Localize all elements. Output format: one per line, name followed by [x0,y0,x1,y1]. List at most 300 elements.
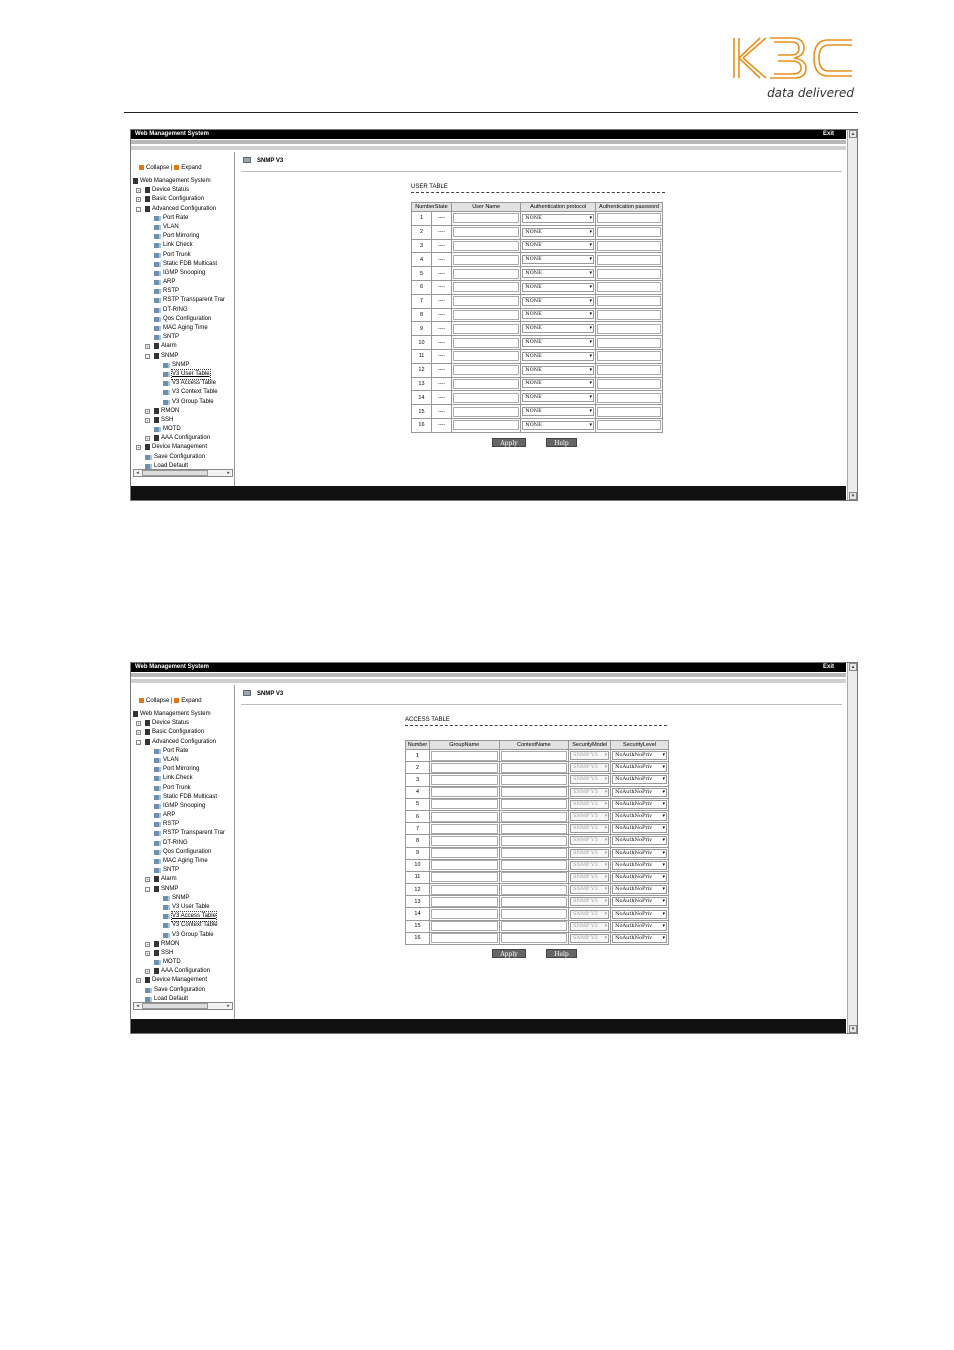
auth-password-input[interactable] [597,241,661,251]
page-icon [154,767,161,772]
auth-protocol-select[interactable] [522,366,594,375]
page-icon [163,381,170,386]
table-row [406,932,669,944]
auth-protocol-value: NONE [525,408,542,415]
scroll-thumb[interactable] [142,470,208,476]
app-titlebar [131,130,846,139]
contextname-input[interactable] [501,812,568,822]
security-model-value: SNMP V3 [573,934,598,941]
screenshot-access-table [130,662,858,1034]
username-input[interactable] [453,269,519,279]
sidebar-item-label: SNTP [163,867,180,874]
security-model-select[interactable] [570,934,609,943]
scroll-thumb[interactable] [142,1003,208,1009]
auth-password-cell [596,322,663,336]
expand-node-icon[interactable]: + [146,877,149,883]
username-input[interactable] [453,351,519,361]
security-level-cell [611,786,669,798]
row-number: 6 [412,280,432,294]
page-icon [154,234,161,239]
auth-protocol-select[interactable] [522,379,594,388]
security-model-select[interactable] [570,861,609,870]
contextname-cell [499,786,569,798]
username-input[interactable] [453,241,519,251]
row-number: 6 [406,810,430,822]
scroll-right-icon[interactable]: ▸ [227,470,230,476]
auth-protocol-cell [521,391,596,405]
security-level-select[interactable] [612,788,667,797]
chevron-down-icon: ▾ [604,934,608,941]
contextname-input[interactable] [501,921,568,931]
security-level-value: NoAuthNoPriv [615,800,653,807]
header-divider [124,112,858,113]
scroll-up-icon[interactable]: ▴ [849,130,857,138]
username-input[interactable] [453,379,519,389]
security-level-cell [611,835,669,847]
content-pane [237,152,846,487]
row-state: ---- [431,391,451,405]
sidebar-item-label: SSH [161,416,174,423]
contextname-input[interactable] [501,933,568,943]
table-row [406,823,669,835]
kbc-logo-mark [730,34,856,84]
page-icon [154,335,161,340]
contextname-input[interactable] [501,836,568,846]
row-state: ---- [431,308,451,322]
chevron-down-icon: ▾ [604,800,608,807]
apply-button[interactable]: Apply [492,438,526,447]
auth-password-cell [596,349,663,363]
access-table [405,740,669,945]
security-model-select[interactable] [570,922,609,931]
groupname-input[interactable] [431,885,498,895]
auth-protocol-select[interactable] [522,310,594,319]
window-vertical-scrollbar[interactable] [847,663,857,1033]
page-header [243,157,283,164]
expand-node-icon[interactable]: + [146,941,149,947]
username-input[interactable] [453,310,519,320]
security-model-cell [569,786,611,798]
groupname-input[interactable] [431,812,498,822]
groupname-input[interactable] [431,897,498,907]
security-level-select[interactable] [612,873,667,882]
chevron-down-icon: ▾ [589,311,593,318]
security-model-value: SNMP V3 [573,813,598,820]
contextname-input[interactable] [501,860,568,870]
page-title: SNMP V3 [257,158,284,164]
security-model-cell [569,750,611,762]
table-row [406,920,669,932]
auth-password-cell [596,336,663,350]
auth-protocol-select[interactable] [522,228,594,237]
expand-node-icon[interactable]: + [137,978,140,984]
groupname-input[interactable] [431,787,498,797]
username-cell [451,377,520,391]
security-level-select[interactable] [612,885,667,894]
contextname-input[interactable] [501,848,568,858]
auth-protocol-select[interactable] [522,241,594,250]
username-cell [451,294,520,308]
username-input[interactable] [453,365,519,375]
auth-protocol-cell [521,377,596,391]
auth-protocol-select[interactable] [522,283,594,292]
page-icon [154,317,161,322]
auth-protocol-select[interactable] [522,338,594,347]
page-icon [154,225,161,230]
app-titlebar [131,663,846,672]
collapse-node-icon[interactable]: - [137,206,140,212]
page-icon [163,363,170,368]
security-level-cell [611,750,669,762]
expand-node-icon[interactable]: + [146,344,149,350]
security-model-select[interactable] [570,910,609,919]
user-table-header-row [412,203,663,212]
help-button[interactable]: Help [546,949,577,958]
scroll-right-icon[interactable]: ▸ [227,1003,230,1009]
auth-password-input[interactable] [597,310,661,320]
sidebar-item-label: SNMP [161,352,179,359]
expand-link[interactable]: Expand [181,698,202,704]
sidebar-item-label: Load Default [154,995,189,1002]
page-icon [154,868,161,873]
auth-password-input[interactable] [597,255,661,265]
auth-password-input[interactable] [597,365,661,375]
table-row [406,810,669,822]
chevron-down-icon: ▾ [589,394,593,401]
auth-password-input[interactable] [597,393,661,403]
access-table-header-row [406,741,669,750]
auth-password-input[interactable] [597,282,661,292]
auth-protocol-value: NONE [525,380,542,387]
page-icon [154,758,161,763]
auth-password-input[interactable] [597,296,661,306]
contextname-input[interactable] [501,897,568,907]
row-number: 8 [412,308,432,322]
scroll-left-icon[interactable]: ◂ [136,470,139,476]
groupname-input[interactable] [431,860,498,870]
sidebar-item-label: Static FDB Multicast [163,260,218,267]
row-number: 3 [412,239,432,253]
auth-password-input[interactable] [597,420,661,430]
contextname-input[interactable] [501,872,568,882]
username-input[interactable] [453,338,519,348]
sidebar-item-label: ARP [163,812,176,819]
auth-protocol-select[interactable] [522,297,594,306]
security-level-cell [611,810,669,822]
security-level-select[interactable] [612,849,667,858]
chevron-down-icon: ▾ [662,849,665,856]
security-level-cell [611,823,669,835]
security-model-select[interactable] [570,775,609,784]
contextname-cell [499,823,569,835]
table-row [406,908,669,920]
sidebar-item-label: Port Rate [163,747,189,754]
expand-node-icon[interactable]: + [146,417,149,423]
auth-protocol-cell [521,418,596,432]
collapse-node-icon[interactable]: - [137,739,140,745]
folder-icon [154,343,159,349]
auth-password-input[interactable] [597,338,661,348]
username-cell [451,239,520,253]
groupname-cell [429,810,499,822]
security-level-select[interactable] [612,934,667,943]
scroll-up-icon[interactable]: ▴ [849,663,857,671]
auth-password-input[interactable] [597,379,661,389]
sidebar-horizontal-scrollbar[interactable] [133,469,233,477]
groupname-input[interactable] [431,751,498,761]
username-input[interactable] [453,213,519,223]
table-row [406,847,669,859]
contextname-input[interactable] [501,775,568,785]
security-model-select[interactable] [570,873,609,882]
col-header-groupname: GroupName [429,741,499,750]
auth-protocol-cell [521,225,596,239]
security-level-select[interactable] [612,812,667,821]
sidebar-item-label: SNTP [163,334,180,341]
expand-node-icon[interactable]: + [137,730,140,736]
security-model-select[interactable] [570,836,609,845]
auth-protocol-select[interactable] [522,352,594,361]
col-header-username: User Name [451,203,520,212]
chevron-down-icon: ▾ [589,270,593,277]
sidebar-horizontal-scrollbar[interactable] [133,1002,233,1010]
sidebar-item-label: SNMP [172,894,190,901]
folder-icon [145,977,150,983]
expand-node-icon[interactable]: + [146,950,149,956]
security-model-select[interactable] [570,897,609,906]
auth-protocol-select[interactable] [522,269,594,278]
auth-password-input[interactable] [597,407,661,417]
groupname-input[interactable] [431,921,498,931]
auth-protocol-select[interactable] [522,421,594,430]
groupname-input[interactable] [431,775,498,785]
scroll-left-icon[interactable]: ◂ [136,1003,139,1009]
groupname-input[interactable] [431,763,498,773]
auth-protocol-cell [521,322,596,336]
row-state: ---- [431,280,451,294]
groupname-cell [429,920,499,932]
exit-link[interactable]: Exit [822,131,834,137]
expand-node-icon[interactable]: + [137,445,140,451]
expand-node-icon[interactable]: + [137,188,140,194]
auth-password-input[interactable] [597,269,661,279]
row-number: 3 [406,774,430,786]
sidebar-item-label: V3 Group Table [172,931,214,938]
collapse-link[interactable]: Collapse [146,698,170,704]
username-input[interactable] [453,282,519,292]
auth-protocol-select[interactable] [522,255,594,264]
username-input[interactable] [453,407,519,417]
folder-icon [154,968,159,974]
auth-protocol-cell [521,212,596,226]
expand-node-icon[interactable]: + [146,408,149,414]
username-input[interactable] [453,296,519,306]
auth-protocol-select[interactable] [522,407,594,416]
security-level-select[interactable] [612,824,667,833]
security-model-select[interactable] [570,751,609,760]
security-level-cell [611,798,669,810]
auth-protocol-value: NONE [525,242,542,249]
username-input[interactable] [453,420,519,430]
contextname-input[interactable] [501,763,568,773]
help-button[interactable]: Help [546,438,577,447]
row-number: 5 [412,267,432,281]
folder-icon [145,206,150,212]
security-model-value: SNMP V3 [573,800,598,807]
username-input[interactable] [453,324,519,334]
apply-button[interactable]: Apply [492,949,526,958]
security-model-select[interactable] [570,824,609,833]
security-level-select[interactable] [612,836,667,845]
expand-node-icon[interactable]: + [146,969,149,975]
contextname-input[interactable] [501,799,568,809]
security-model-select[interactable] [570,849,609,858]
chevron-down-icon: ▾ [589,283,593,290]
security-level-select[interactable] [612,763,667,772]
security-model-cell [569,847,611,859]
auth-protocol-select[interactable] [522,214,594,223]
sidebar-item-label: RSTP Transparent Trar [163,830,225,837]
groupname-input[interactable] [431,824,498,834]
chevron-down-icon: ▾ [662,898,665,905]
contextname-input[interactable] [501,787,568,797]
security-level-select[interactable] [612,800,667,809]
security-level-value: NoAuthNoPriv [615,886,653,893]
auth-password-input[interactable] [597,213,661,223]
groupname-cell [429,884,499,896]
col-header-auth-password: Authentication password [596,203,663,212]
security-model-select[interactable] [570,812,609,821]
collapse-icon [139,698,144,703]
expand-node-icon[interactable]: + [146,436,149,442]
content-pane [237,685,846,1020]
groupname-cell [429,774,499,786]
exit-link[interactable]: Exit [822,664,834,670]
expand-node-icon[interactable]: + [137,721,140,727]
groupname-input[interactable] [431,872,498,882]
page-title: SNMP V3 [257,691,284,697]
security-level-select[interactable] [612,897,667,906]
scroll-down-icon[interactable]: ▾ [849,1025,857,1033]
auth-password-input[interactable] [597,324,661,334]
security-level-value: NoAuthNoPriv [615,776,653,783]
username-input[interactable] [453,255,519,265]
root-icon [133,178,138,184]
collapse-link[interactable]: Collapse [146,165,170,171]
groupname-input[interactable] [431,933,498,943]
chevron-down-icon: ▾ [604,910,608,917]
auth-protocol-select[interactable] [522,393,594,402]
sidebar-item-label: RMON [161,940,180,947]
page-icon [145,988,152,993]
auth-protocol-cell [521,280,596,294]
auth-password-input[interactable] [597,351,661,361]
security-level-select[interactable] [612,922,667,931]
folder-icon [145,720,150,726]
sidebar-item-label: Device Status [152,720,190,727]
row-number: 15 [406,920,430,932]
security-level-cell [611,884,669,896]
groupname-input[interactable] [431,836,498,846]
page-icon [154,822,161,827]
contextname-cell [499,750,569,762]
groupname-input[interactable] [431,799,498,809]
contextname-input[interactable] [501,885,568,895]
security-level-value: NoAuthNoPriv [615,752,653,759]
sidebar-item-label: Advanced Configuration [152,738,217,745]
collapse-node-icon[interactable]: - [146,353,149,359]
table-row [412,336,663,350]
contextname-input[interactable] [501,824,568,834]
groupname-cell [429,750,499,762]
groupname-input[interactable] [431,848,498,858]
security-level-select[interactable] [612,751,667,760]
table-row [412,253,663,267]
auth-protocol-cell [521,239,596,253]
page-icon [154,859,161,864]
groupname-input[interactable] [431,909,498,919]
security-level-select[interactable] [612,861,667,870]
security-model-select[interactable] [570,788,609,797]
row-number: 11 [406,871,430,883]
security-model-select[interactable] [570,763,609,772]
security-level-value: NoAuthNoPriv [615,788,653,795]
username-input[interactable] [453,227,519,237]
row-number: 12 [412,363,432,377]
collapse-node-icon[interactable]: - [146,886,149,892]
page-icon [163,905,170,910]
security-model-cell [569,859,611,871]
page-icon [163,933,170,938]
auth-password-input[interactable] [597,227,661,237]
auth-password-cell [596,308,663,322]
contextname-input[interactable] [501,751,568,761]
auth-protocol-value: NONE [525,421,542,428]
security-level-select[interactable] [612,775,667,784]
security-model-value: SNMP V3 [573,776,598,783]
app-title: Web Management System [135,131,209,137]
row-state: ---- [431,322,451,336]
footer-bar [131,1019,846,1033]
security-model-select[interactable] [570,885,609,894]
auth-password-cell [596,280,663,294]
col-header-numberstate: NumberState [412,203,452,212]
username-cell [451,225,520,239]
folder-icon [154,417,159,423]
chevron-down-icon: ▾ [662,886,665,893]
expand-node-icon[interactable]: + [137,197,140,203]
page-icon [154,831,161,836]
expand-link[interactable]: Expand [181,165,202,171]
chevron-down-icon: ▾ [604,837,608,844]
auth-protocol-cell [521,405,596,419]
sidebar-item-label: Port Mirroring [163,766,200,773]
sidebar-item-label: Link Check [163,775,193,782]
security-level-value: NoAuthNoPriv [615,861,653,868]
security-model-select[interactable] [570,800,609,809]
username-input[interactable] [453,393,519,403]
contextname-cell [499,932,569,944]
window-vertical-scrollbar[interactable] [847,130,857,500]
security-level-select[interactable] [612,910,667,919]
scroll-down-icon[interactable]: ▾ [849,492,857,500]
contextname-cell [499,896,569,908]
contextname-input[interactable] [501,909,568,919]
auth-protocol-select[interactable] [522,324,594,333]
screenshot-user-table [130,129,858,501]
security-model-cell [569,810,611,822]
contextname-cell [499,835,569,847]
